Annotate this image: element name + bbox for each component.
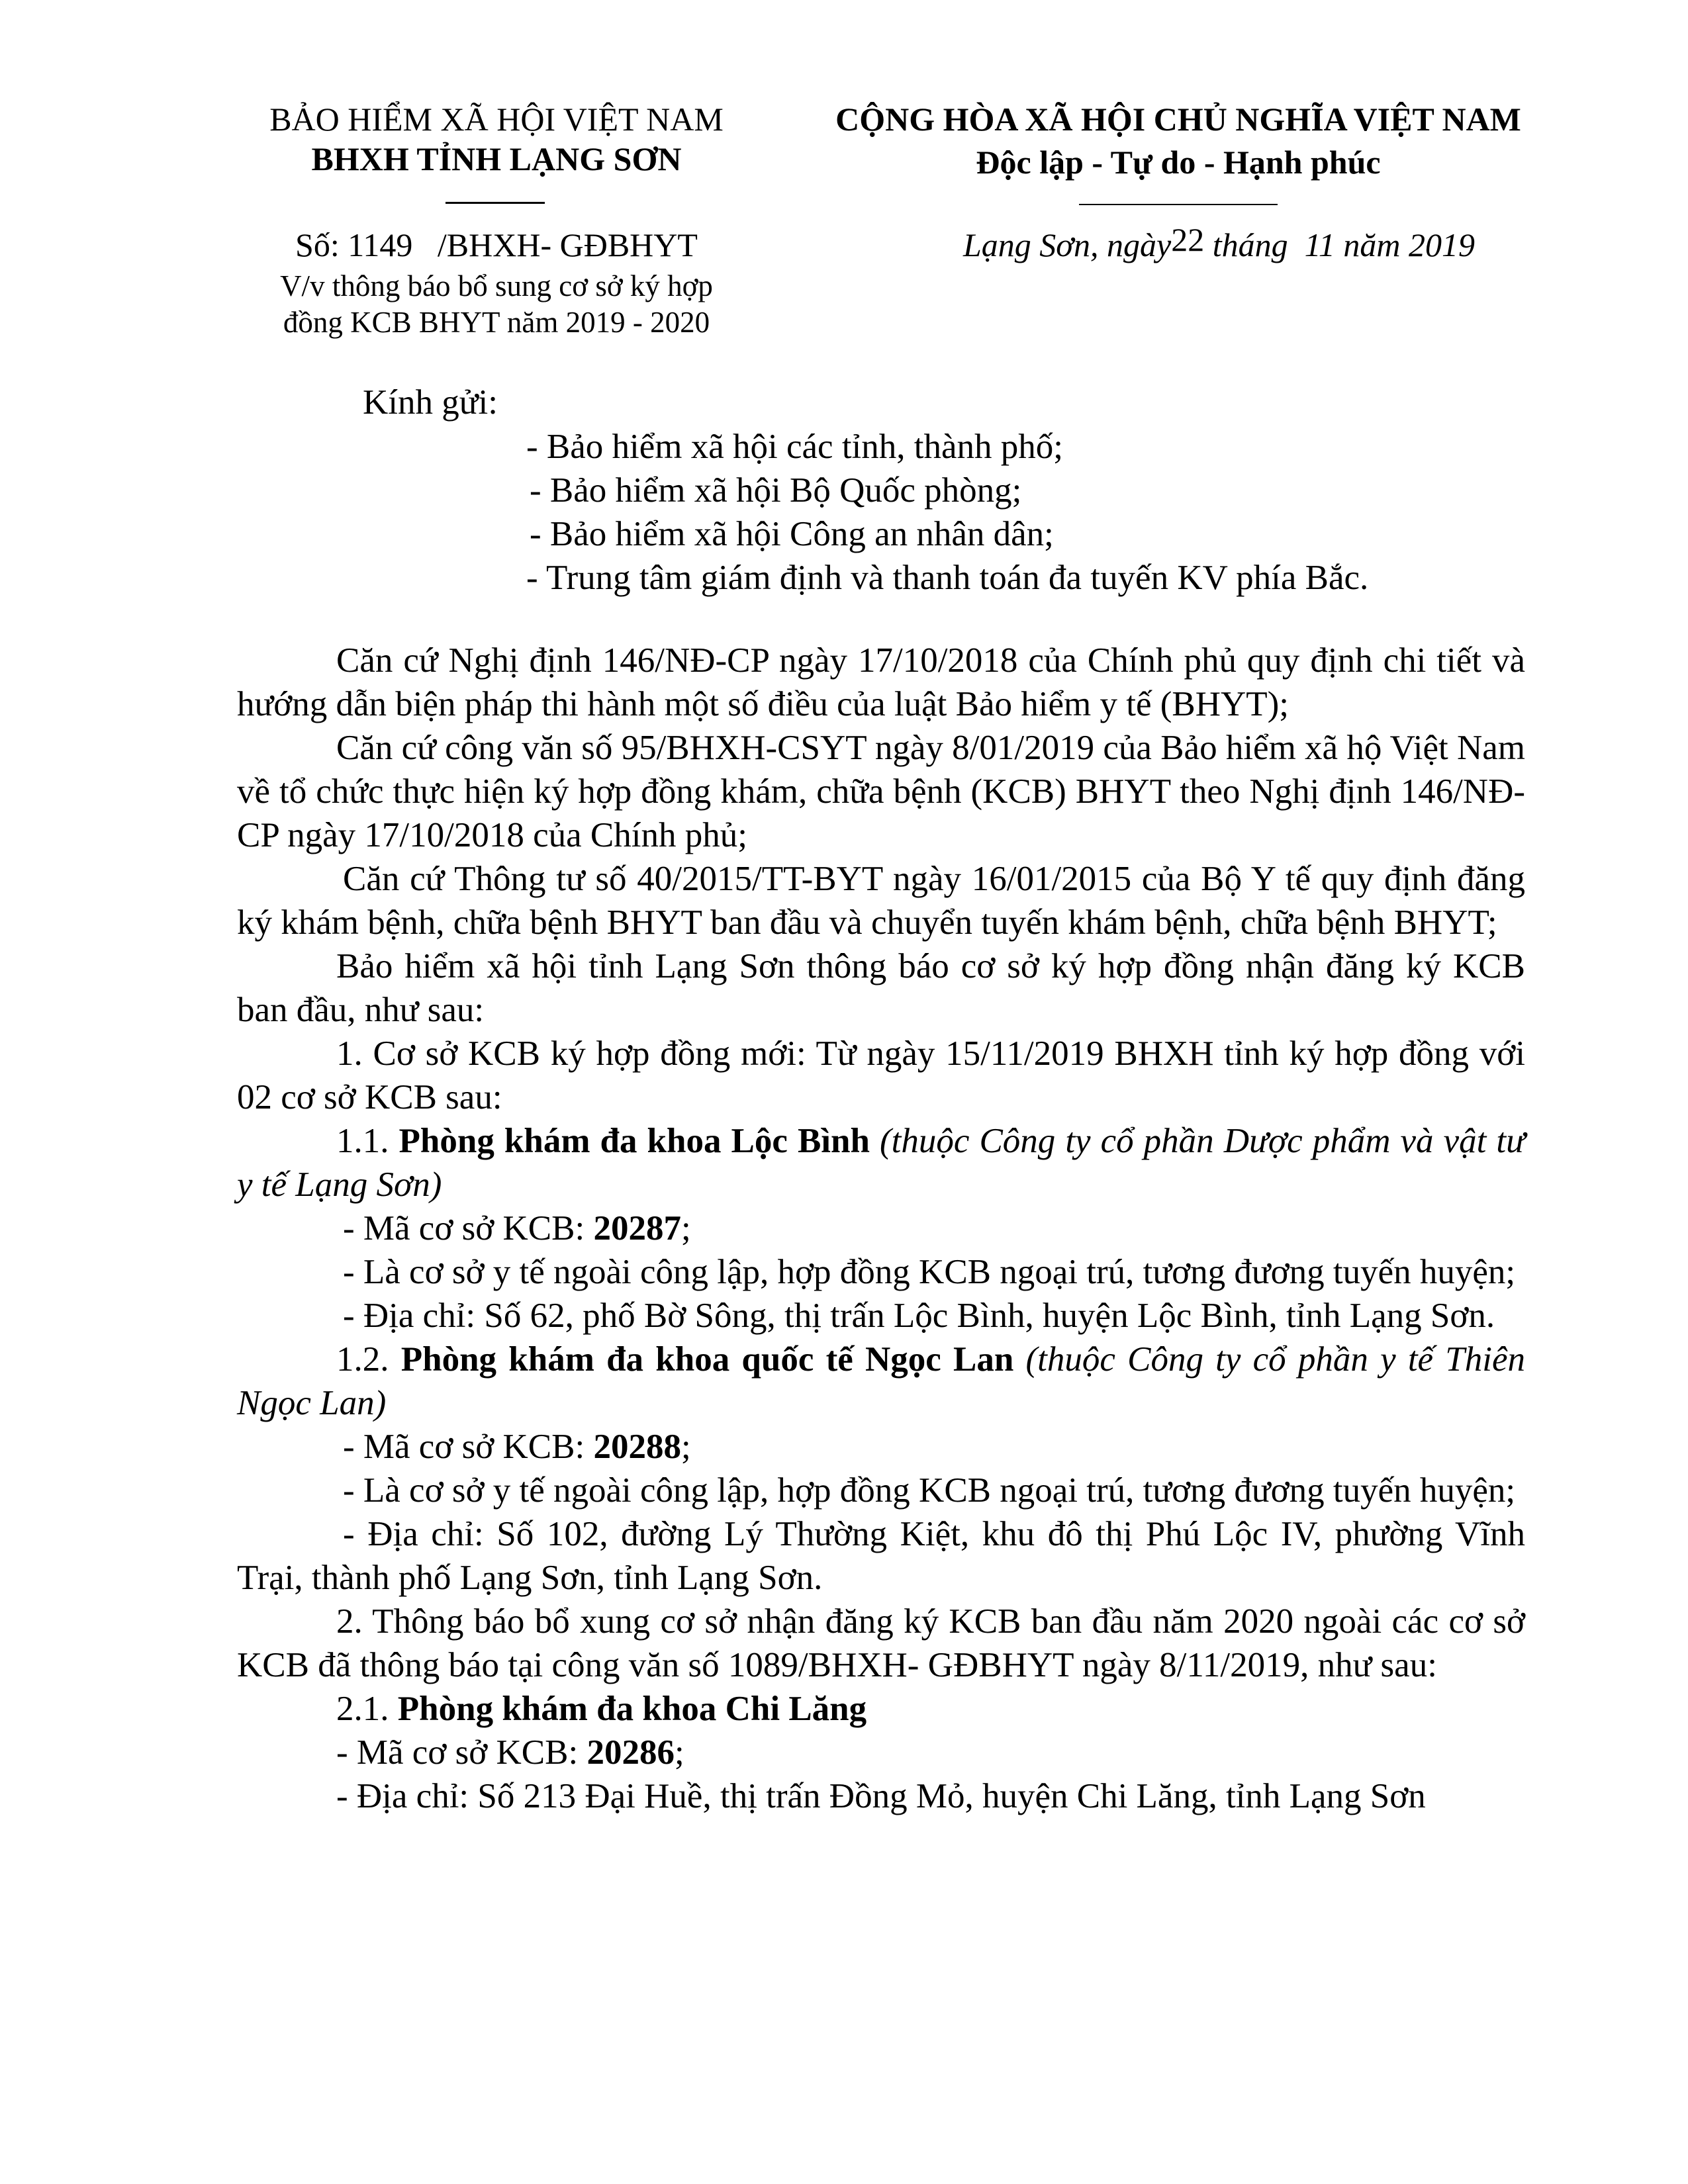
paragraph: 1. Cơ sở KCB ký hợp đồng mới: Từ ngày 15/11/2019 BHXH tỉnh ký hợp đồng với 02 cơ sở KCB sau: bbox=[237, 1034, 1525, 1116]
date-rest: tháng 11 năm 2019 bbox=[1204, 226, 1475, 263]
divider bbox=[1079, 204, 1278, 205]
facility-type: - Là cơ sở y tế ngoài công lập, hợp đồng KCB ngoại trú, tương đương tuyến huyện; bbox=[343, 1253, 1516, 1291]
facility-owner: (thuộc Công ty cổ phần y tế Thiên Ngọc Lan) bbox=[237, 1340, 1525, 1422]
subject-line-2: đồng KCB BHYT năm 2019 - 2020 bbox=[283, 306, 710, 339]
recipient-item: - Trung tâm giám định và thanh toán đa tuyến KV phía Bắc. bbox=[526, 559, 1369, 597]
recipients-label: Kính gửi: bbox=[363, 383, 498, 422]
motto: Độc lập - Tự do - Hạnh phúc bbox=[976, 144, 1381, 181]
document-number: Số: 1149 /BHXH- GĐBHYT bbox=[295, 226, 698, 263]
paragraph: Bảo hiểm xã hội tỉnh Lạng Sơn thông báo cơ sở ký hợp đồng nhận đăng ký KCB ban đầu, như sau: bbox=[237, 947, 1525, 1029]
recipient-item: - Bảo hiểm xã hội Công an nhân dân; bbox=[530, 515, 1054, 553]
paragraph: Căn cứ Thông tư số 40/2015/TT-BYT ngày 16/01/2015 của Bộ Y tế quy định đăng ký khám bệnh, chữa bệnh BHYT ban đầu và chuyển tuyến khám bệnh, chữa bệnh BHYT; bbox=[237, 860, 1525, 942]
paragraph: Căn cứ Nghị định 146/NĐ-CP ngày 17/10/2018 của Chính phủ quy định chi tiết và hướng dẫn biện pháp thi hành một số điều của luật Bảo hiểm y tế (BHYT); bbox=[237, 641, 1525, 723]
date-day: 22 bbox=[1171, 221, 1205, 258]
date-line bbox=[963, 221, 1475, 265]
facility-2-1-heading bbox=[237, 1687, 1525, 1731]
branch-name: BHXH TỈNH LẠNG SƠN bbox=[311, 140, 682, 177]
code-end: ; bbox=[680, 1209, 691, 1248]
code-end: ; bbox=[674, 1733, 684, 1772]
facility-address: - Địa chỉ: Số 102, đường Lý Thường Kiệt, khu đô thị Phú Lộc IV, phường Vĩnh Trại, thành phố Lạng Sơn, tỉnh Lạng Sơn. bbox=[237, 1515, 1525, 1597]
paragraph: 2. Thông báo bổ xung cơ sở nhận đăng ký KCB ban đầu năm 2020 ngoài các cơ sở KCB đã thông báo tại công văn số 1089/BHXH- GĐBHYT ngày 8/11/2019, như sau: bbox=[237, 1602, 1525, 1684]
subject-line-1: V/v thông báo bổ sung cơ sở ký hợp bbox=[280, 269, 713, 302]
date-place: Lạng Sơn, ngày bbox=[963, 226, 1172, 263]
recipient-item: - Bảo hiểm xã hội Bộ Quốc phòng; bbox=[530, 471, 1022, 510]
facility-name: Phòng khám đa khoa Lộc Bình bbox=[399, 1122, 870, 1160]
facility-type: - Là cơ sở y tế ngoài công lập, hợp đồng KCB ngoại trú, tương đương tuyến huyện; bbox=[343, 1471, 1516, 1510]
country-name: CỘNG HÒA XÃ HỘI CHỦ NGHĨA VIỆT NAM bbox=[835, 101, 1521, 138]
document-body bbox=[237, 639, 1525, 1818]
facility-name: Phòng khám đa khoa quốc tế Ngọc Lan bbox=[400, 1340, 1014, 1379]
agency-name: BẢO HIỂM XÃ HỘI VIỆT NAM bbox=[269, 101, 724, 138]
facility-address: - Địa chỉ: Số 62, phố Bờ Sông, thị trấn Lộc Bình, huyện Lộc Bình, tỉnh Lạng Sơn. bbox=[343, 1297, 1495, 1335]
section-number: 1.2. bbox=[336, 1340, 401, 1379]
facility-owner: (thuộc Công ty cổ phần Dược phẩm và vật tư y tế Lạng Sơn) bbox=[237, 1122, 1526, 1204]
paragraph: Căn cứ công văn số 95/BHXH-CSYT ngày 8/01/2019 của Bảo hiểm xã hộ Việt Nam về tổ chức thực hiện ký hợp đồng khám, chữa bệnh (KCB) BHYT theo Nghị định 146/NĐ-CP ngày 17/10/2018 của Chính phủ; bbox=[237, 729, 1525, 854]
facility-code bbox=[237, 1425, 1525, 1469]
facility-code bbox=[237, 1206, 1525, 1250]
code-end: ; bbox=[680, 1428, 691, 1466]
code-value: 20288 bbox=[593, 1428, 681, 1466]
code-label: - Mã cơ sở KCB: bbox=[336, 1733, 587, 1772]
code-value: 20286 bbox=[586, 1733, 675, 1772]
facility-address: - Địa chỉ: Số 213 Đại Huề, thị trấn Đồng Mỏ, huyện Chi Lăng, tỉnh Lạng Sơn bbox=[336, 1777, 1426, 1815]
facility-name: Phòng khám đa khoa Chi Lăng bbox=[397, 1690, 867, 1728]
facility-code bbox=[237, 1731, 1525, 1774]
facility-1-1-heading bbox=[237, 1119, 1525, 1206]
code-value: 20287 bbox=[593, 1209, 681, 1248]
section-number: 1.1. bbox=[336, 1122, 399, 1160]
facility-1-2-heading bbox=[237, 1338, 1525, 1425]
code-label: - Mã cơ sở KCB: bbox=[343, 1209, 594, 1248]
divider bbox=[445, 202, 545, 204]
section-number: 2.1. bbox=[336, 1690, 398, 1728]
recipient-item: - Bảo hiểm xã hội các tỉnh, thành phố; bbox=[526, 428, 1063, 466]
code-label: - Mã cơ sở KCB: bbox=[343, 1428, 594, 1466]
